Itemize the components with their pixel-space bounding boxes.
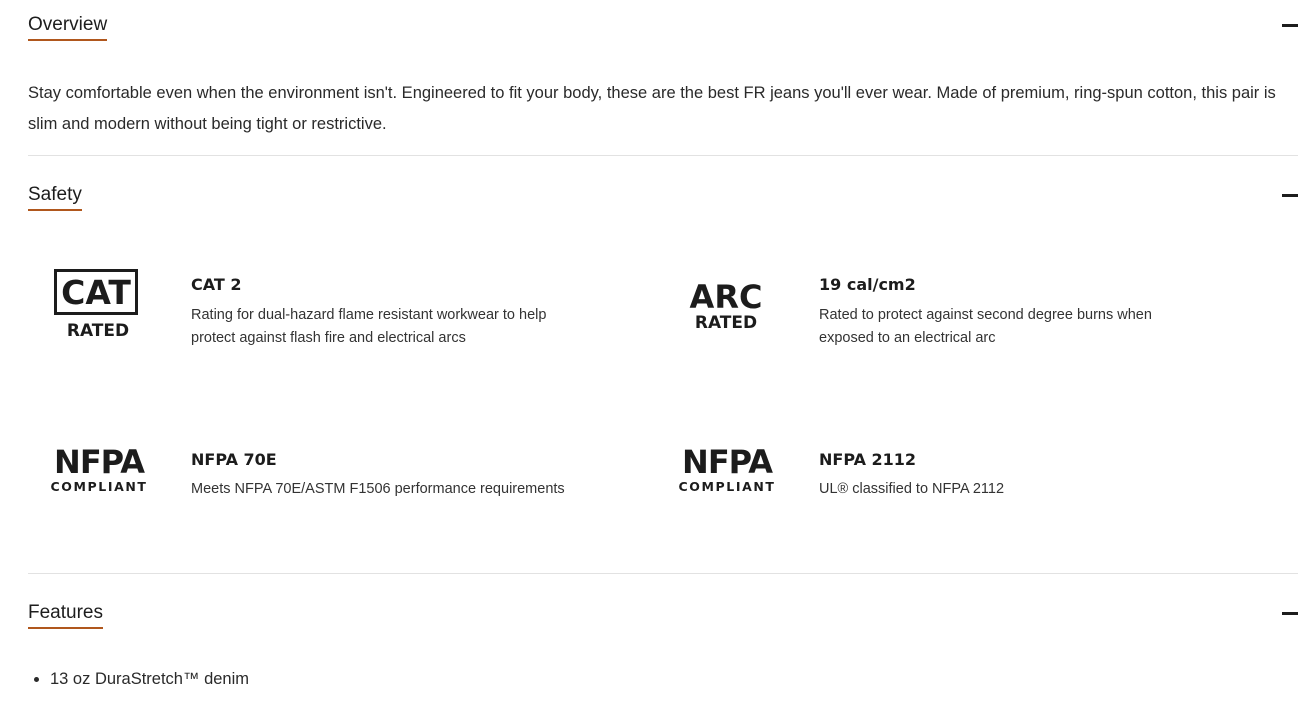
features-header[interactable] [28, 602, 1298, 642]
safety-collapse-icon[interactable] [1282, 194, 1298, 197]
features-title[interactable]: Features [28, 602, 103, 629]
safety-header[interactable] [28, 184, 1298, 224]
divider [28, 573, 1298, 574]
safety-item-title: NFPA 2112 [819, 450, 917, 469]
safety-item-desc: Rating for dual-hazard flame resistant workwear to help protect against flash fire and electrical arcs [191, 307, 547, 346]
cat-rated-badge-sub: RATED [66, 321, 130, 341]
nfpa-compliant-badge-sub: COMPLIANT [50, 479, 148, 494]
features-collapse-icon[interactable] [1282, 612, 1298, 615]
divider [28, 155, 1298, 156]
safety-item-title: CAT 2 [191, 275, 242, 294]
cat-rated-badge-icon: CAT [54, 269, 138, 315]
safety-item-desc: Rated to protect against second degree burns when exposed to an electrical arc [819, 307, 1152, 346]
safety-title[interactable]: Safety [28, 184, 82, 211]
nfpa-compliant-badge-icon: NFPA [682, 443, 772, 481]
overview-text: Stay comfortable even when the environment isn't. Engineered to fit your body, these are the best FR jeans you'll ever wear. Made of premium, ring-spun cotton, this pair is slim and modern without being tight or restrictive. [28, 84, 1276, 133]
safety-item-title: NFPA 70E [191, 450, 277, 469]
safety-item-desc: UL® classified to NFPA 2112 [819, 481, 1005, 497]
nfpa-compliant-badge-sub: COMPLIANT [678, 479, 776, 494]
overview-title[interactable]: Overview [28, 14, 107, 41]
overview-collapse-icon[interactable] [1282, 24, 1298, 27]
features-list [28, 666, 249, 692]
overview-header[interactable] [28, 14, 1298, 54]
safety-item-title: 19 cal/cm2 [819, 275, 916, 294]
nfpa-compliant-badge-icon: NFPA [54, 443, 144, 481]
arc-rated-badge-sub: RATED [694, 313, 758, 333]
list-item: • 13 oz DuraStretch™ denim [50, 666, 249, 692]
arc-rated-badge-icon: ARC [689, 278, 763, 316]
safety-item-desc: Meets NFPA 70E/ASTM F1506 performance requirements [191, 481, 565, 497]
